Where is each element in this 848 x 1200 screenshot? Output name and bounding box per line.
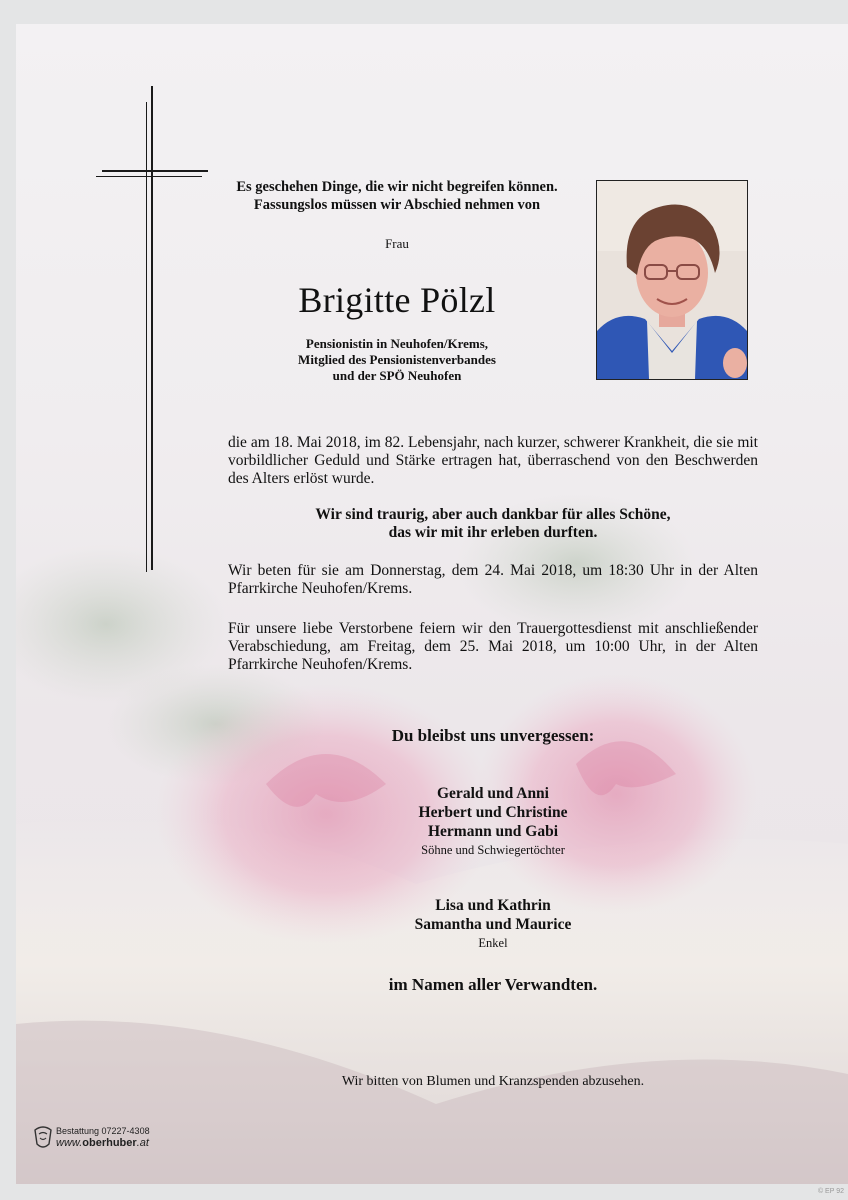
funeral-home-emblem-icon [32, 1124, 54, 1150]
mourner-name: Herbert und Christine [418, 804, 568, 821]
mourner-name: Gerald und Anni [437, 785, 549, 802]
unvergessen-heading: Du bleibst uns unvergessen: [391, 726, 595, 745]
salutation: Frau [385, 236, 409, 251]
closing-line: im Namen aller Verwandten. [388, 975, 598, 994]
quote-line-1: Wir sind traurig, aber auch dankbar für alles Schöne, [315, 506, 671, 523]
mourners-group-sons [228, 784, 758, 859]
death-notice-paragraph: die am 18. Mai 2018, im 82. Lebensjahr, nach kurzer, schwerer Krankheit, die sie mit vorbildlicher Geduld und Stärke ertragen hat, überraschend von den Beschwerden des Alters erlöst wurde. [228, 434, 758, 487]
mourner-name: Lisa und Kathrin [435, 897, 551, 914]
flowers-note: Wir bitten von Blumen und Kranzspenden abzusehen. [341, 1074, 645, 1089]
funeral-home-phone: Bestattung 07227-4308 [56, 1126, 150, 1136]
portrait-photo [596, 180, 748, 380]
mourner-name: Samantha und Maurice [414, 916, 572, 933]
relation-label: Söhne und Schwiegertöchter [421, 843, 565, 857]
prayer-paragraph: Wir beten für sie am Donnerstag, dem 24. Mai 2018, um 18:30 Uhr in der Alten Pfarrkirche Neuhofen/Krems. [228, 562, 758, 597]
mourners-group-grandchildren [228, 896, 758, 952]
relation-label: Enkel [478, 936, 508, 950]
funeral-home-website[interactable]: www.oberhuber.at [56, 1137, 149, 1149]
intro-text [228, 178, 566, 214]
occupation-line-3: und der SPÖ Neuhofen [332, 368, 462, 383]
funeral-home-logo [32, 1124, 162, 1152]
quote [228, 506, 758, 542]
obituary-card [16, 24, 848, 1184]
intro-line-1: Es geschehen Dinge, die wir nicht begreifen können. [236, 179, 558, 195]
deceased-name: Brigitte Pölzl [298, 280, 496, 320]
funeral-service-paragraph: Für unsere liebe Verstorbene feiern wir den Trauergottesdienst mit anschließender Verabschiedung, am Freitag, dem 25. Mai 2018, um 10:00 Uhr, in der Alten Pfarrkirche Neuhofen/Krems. [228, 620, 758, 673]
occupation [228, 336, 566, 384]
mourner-name: Hermann und Gabi [427, 823, 559, 840]
occupation-line-2: Mitglied des Pensionistenverbandes [298, 352, 496, 367]
print-code: © EP 92 [817, 1188, 844, 1195]
quote-line-2: das wir mit ihr erleben durften. [388, 524, 598, 541]
occupation-line-1: Pensionistin in Neuhofen/Krems, [305, 336, 489, 351]
intro-line-2: Fassungslos müssen wir Abschied nehmen von [253, 197, 541, 213]
